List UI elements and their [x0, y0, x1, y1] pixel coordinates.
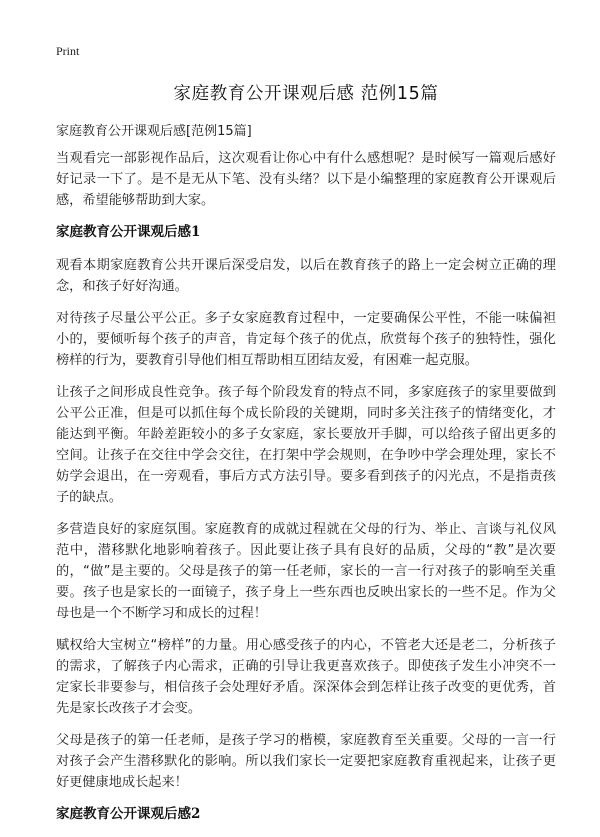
article-body: [56, 148, 556, 837]
section-1-paragraph-2: 对待孩子尽量公平公正。多子女家庭教育过程中，一定要确保公平性，不能一味偏袒小的，要倾听每个孩子的声音，肯定每个孩子的优点，欣赏每个孩子的独特性，强化榜样的行为，要教育引导他们相互帮助相互团结友爱，有困难一起克服。: [56, 311, 556, 368]
page-subtitle: 家庭教育公开课观后感[范例15篇]: [56, 124, 252, 139]
section-heading-2: 家庭教育公开课观后感2: [56, 806, 201, 822]
page-title: 家庭教育公开课观后感 范例15篇: [173, 84, 439, 104]
section-1-paragraph-4: 多营造良好的家庭氛围。家庭教育的成就过程就在父母的行为、举止、言谈与礼仪风范中，潜移默化地影响着孩子。因此要让孩子具有良好的品质，父母的“教”是次要的，“做”是主要的。父母是孩子的第一任老师，家长的一言一行对孩子的影响至关重要。孩子也是家长的一面镜子，孩子身上一些东西也反映出家长的一些不足。作为父母也是一个不断学习和成长的过程！: [56, 522, 556, 621]
section-1-paragraph-6: 父母是孩子的第一任老师，是孩子学习的楷模，家庭教育至关重要。父母的一言一行对孩子会产生潜移默化的影响。所以我们家长一定要把家庭教育重视起来，让孩子更好更健康地成长起来！: [56, 733, 556, 790]
print-label[interactable]: Print: [56, 44, 80, 58]
section-heading-1: 家庭教育公开课观后感1: [56, 224, 201, 240]
intro-paragraph: 当观看完一部影视作品后，这次观看让你心中有什么感想呢？是时候写一篇观后感好好记录一下了。是不是无从下笔、没有头绪？以下是小编整理的家庭教育公开课观后感，希望能够帮助到大家。: [56, 151, 556, 208]
section-1-paragraph-1: 观看本期家庭教育公共开课后深受启发，以后在教育孩子的路上一定会树立正确的理念，和孩子好好沟通。: [56, 258, 556, 294]
section-1-paragraph-3: 让孩子之间形成良性竞争。孩子每个阶段发育的特点不同，多家庭孩子的家里要做到公平公正准，但是可以抓住每个成长阶段的关键期，同时多关注孩子的情绪变化，才能达到平衡。年龄差距较小的多子女家庭，家长要放开手脚，可以给孩子留出更多的空间。让孩子在交往中学会交往，在打架中学会规则，在争吵中学会理处理，家长不妨学会退出，在一旁观看，事后方式方法引导。要多看到孩子的闪光点，不是指责孩子的缺点。: [56, 385, 556, 505]
section-1-paragraph-5: 赋权给大宝树立“榜样”的力量。用心感受孩子的内心，不管老大还是老二，分析孩子的需求，了解孩子内心需求，正确的引导让我更喜欢孩子。即使孩子发生小冲突不一定家长非要参与，相信孩子会处理好矛盾。深深体会到怎样让孩子改变的更优秀，首先是家长改孩子才会变。: [56, 638, 556, 716]
